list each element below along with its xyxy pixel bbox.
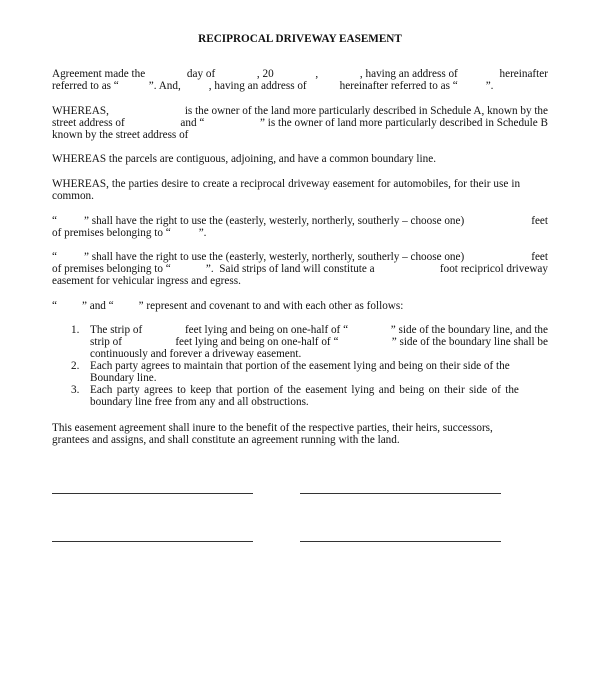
text: feet [531,251,548,263]
text: referred to as “ [52,80,119,92]
text: feet lying and being on one-half of “ [175,336,339,348]
text: , 20 [256,68,274,80]
signature-line[interactable] [52,493,253,494]
list-number: 2. [71,360,80,372]
text: ” shall have the right to use the (easterly, westerly, northerly, southerly – choose one) [83,251,465,263]
text: feet lying and being on one-half of “ [184,324,349,336]
text: ” side of the boundary line, and the [390,324,548,336]
list-number: 1. [71,324,80,336]
text: hereinafter [499,68,548,80]
text: “ [52,300,57,312]
text: hereinafter referred to as “ [339,80,458,92]
text: day of [186,68,216,80]
list-item-1-line-3: continuously and forever a driveway easement. [90,348,302,360]
text: feet [531,215,548,227]
text: and “ [180,117,205,129]
text: “ [52,251,57,263]
covenant-line [52,300,548,313]
text: ” side of the boundary line shall be [391,336,548,348]
text: is the owner of the land more particularly described in Schedule A, known by the [184,105,548,117]
text: The strip of [90,324,143,336]
text: foot recipricol driveway [439,263,548,275]
list-item-2-line-2: Boundary line. [90,372,157,384]
document-title: RECIPROCAL DRIVEWAY EASEMENT [198,33,402,45]
text: ” shall have the right to use the (easterly, westerly, northerly, southerly – choose one) [83,215,465,227]
text: ” is the owner of land more particularly described in Schedule B [260,117,548,129]
text: of premises belonging to “ [52,227,171,239]
text: WHEREAS, [52,105,109,117]
text: street address of [52,117,125,129]
text: ”. [485,80,494,92]
whereas-1-line-3: known by the street address of [52,129,189,141]
whereas-3-line-2: common. [52,190,94,202]
signature-line[interactable] [300,493,501,494]
text: strip of [90,336,123,348]
text: , having an address of [208,80,307,92]
text: , [315,68,319,80]
text: , having an address of [359,68,458,80]
signature-line[interactable] [300,541,501,542]
text: ” and “ [81,300,114,312]
closing-line-2: grantees and assigns, and shall constitute an agreement running with the land. [52,434,400,446]
text: ”. Said strips of land will constitute a [205,263,375,275]
whereas-2: WHEREAS the parcels are contiguous, adjoining, and have a common boundary line. [52,153,437,165]
closing-line-1: This easement agreement shall inure to the benefit of the respective parties, their heirs, successors, [52,422,493,434]
right-of-use-1-line-2 [52,227,548,240]
text: ”. And, [148,80,181,92]
text: ”. [198,227,207,239]
text: of premises belonging to “ [52,263,171,275]
list-item-2-line-1: Each party agrees to maintain that portion of the easement lying and being on their side of the [90,360,510,372]
text: ” represent and covenant to and with each other as follows: [138,300,404,312]
signature-line[interactable] [52,541,253,542]
right-of-use-2-line-3: easement for vehicular ingress and egress. [52,275,241,287]
list-number: 3. [71,384,80,396]
text: WHEREAS, the parties desire to create a reciprocal driveway easement for automobiles, for their use in [52,178,521,190]
text: “ [52,215,57,227]
agreement-line-2 [52,80,548,93]
text: Agreement made the [52,68,146,80]
list-item-3-line-1: Each party agrees to keep that portion of the easement lying and being on their side of the [90,384,519,396]
list-item-3-line-2: boundary line free from any and all obstructions. [90,396,309,408]
